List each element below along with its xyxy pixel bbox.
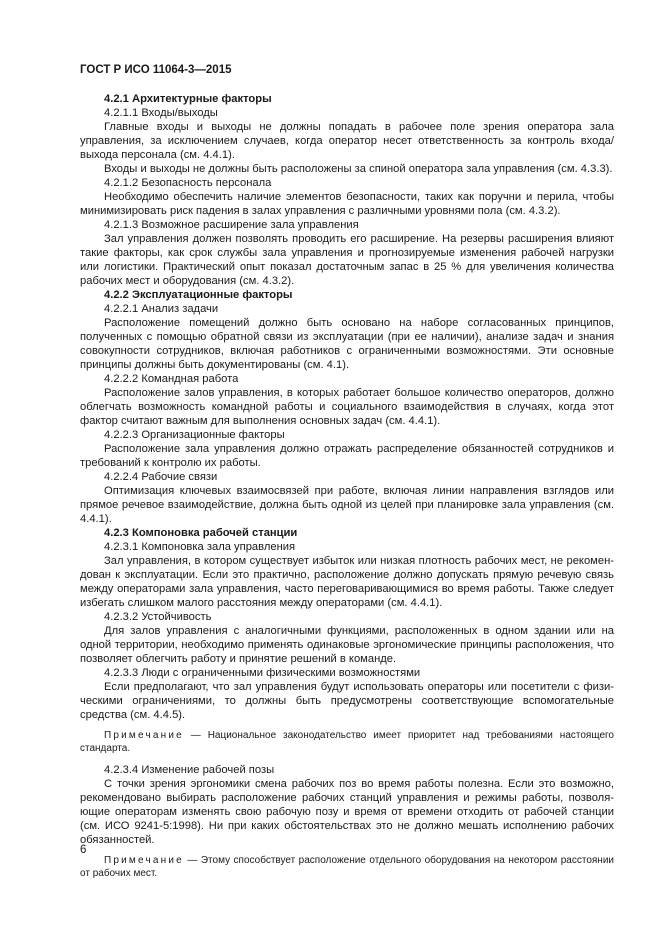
heading-4-2-3: 4.2.3 Компоновка рабочей станции: [104, 527, 298, 539]
note-2: [80, 855, 614, 880]
paragraph: Зал управления должен позволять проводить его расширение. На резервы расширения влияют такие факторы, как срок службы зала управления и прогнозируемые изменения рабочей нагрузки или логистики. Практический опыт показал достаточным запас в 25 % для увеличения количества рабочих мест и оборудования (см. 4.3.2).: [80, 233, 614, 287]
paragraph: Расположение помещений должно быть основано на наборе согласованных принципов, полученных с помощью обратной связи из эксплуатации (при ее наличии), анализе задач и знания совокупности сотрудников, включая работников с ограниченными возможностями. Эти основные принципы должны быть документированы (см. 4.1).: [80, 317, 614, 371]
spacer: [80, 722, 614, 730]
paragraph: Расположение залов управления, в которых работает большое количество операторов, должно облегчать возможность командной работы и социального взаимодействия в случаях, когда этот фактор считают важным для выполнения основных задач (см. 4.4.1).: [80, 387, 614, 427]
paragraph: С точки зрения эргономики смена рабочих поз во время работы полезна. Если это возможно, рекомендовано выбирать расположение рабочих станций управления и режимы работы, позволяющие операторам изменять свою рабочую позу и время от времени отходить от рабочей станции (см. ИСО 9241-5:1998). Ни при каких обстоятельствах это не должно мешать исполнению рабочих обязанностей.: [80, 778, 614, 846]
heading-4-2-1-2: 4.2.1.2 Безопасность персонала: [104, 177, 272, 189]
spacer: [80, 755, 614, 763]
spacer: [80, 847, 614, 855]
heading-4-2-2-4: 4.2.2.4 Рабочие связи: [104, 471, 218, 483]
heading-4-2-2-2: 4.2.2.2 Командная работа: [104, 373, 239, 385]
paragraph: Оптимизация ключевых взаимосвязей при работе, включая линии направления взглядов или прямое речевое взаимодействие, должна быть одной из целей при планировке зала управления (см. 4.4.1).: [80, 485, 614, 525]
heading-4-2-2: 4.2.2 Эксплуатационные факторы: [104, 289, 293, 301]
heading-4-2-1: 4.2.1 Архитектурные факторы: [104, 93, 272, 105]
heading-4-2-1-1: 4.2.1.1 Входы/выходы: [104, 107, 218, 119]
heading-4-2-3-4: 4.2.3.4 Изменение рабочей позы: [104, 764, 275, 776]
heading-4-2-2-1: 4.2.2.1 Анализ задачи: [104, 303, 219, 315]
heading-4-2-1-3: 4.2.1.3 Возможное расширение зала управления: [104, 219, 359, 231]
paragraph: Необходимо обеспечить наличие элементов безопасности, таких как поручни и перила, чтобы минимизировать риск падения в залах управления с различными уровнями пола (см. 4.3.2).: [80, 191, 614, 217]
heading-4-2-3-1: 4.2.3.1 Компоновка зала управления: [104, 541, 296, 553]
note-text: — Этому способствует расположение отдельного оборудования на некотором расстоянии от рабочих мест.: [80, 855, 614, 879]
paragraph: Главные входы и выходы не должны попадать в рабочее поле зрения оператора зала управления, за исключением случаев, когда оператор несет ответственность за контроль входа/выхода персонала (см. 4.4.1).: [80, 121, 614, 161]
page-number: 6: [80, 844, 87, 856]
paragraph: Для залов управления с аналогичными функциями, расположенных в одном здании или на одной территории, необходимо применять одинаковые эргономические принципы расположения, что позволяет облегчить работу и принятие решений в команде.: [80, 625, 614, 665]
paragraph: Если предполагают, что зал управления будут использовать операторы или посетители с физическими ограничениями, то должны быть предусмотрены соответствующие вспомогательные средства (см. 4.4.5).: [80, 681, 614, 721]
heading-4-2-3-2: 4.2.3.2 Устойчивость: [104, 611, 212, 623]
paragraph: Зал управления, в котором существует избыток или низкая плотность рабочих мест, не рекомендован к эксплуатации. Если это практично, расположение должно допускать прямую речевую связь между операторами зала управления, часто переговаривающимися во время работы. Также следует избегать слишком малого расстояния между операторами (см. 4.4.1).: [80, 555, 614, 609]
heading-4-2-3-3: 4.2.3.3 Люди с ограниченными физическими возможностями: [104, 667, 421, 679]
standard-header: ГОСТ Р ИСО 11064-3—2015: [80, 64, 232, 76]
note-1: [80, 730, 614, 755]
heading-4-2-2-3: 4.2.2.3 Организационные факторы: [104, 429, 285, 441]
paragraph: Входы и выходы не должны быть расположены за спиной оператора зала управления (см. 4.3.3).: [104, 163, 613, 175]
document-body: [80, 92, 614, 880]
note-label: Примечание: [104, 730, 184, 741]
note-label: Примечание: [104, 855, 184, 866]
note-text: — Национальное законодательство имеет приоритет над требованиями настоящего стандарта.: [80, 730, 614, 754]
paragraph: Расположение зала управления должно отражать распределение обязанностей сотрудников и требований к контролю их работы.: [80, 443, 614, 469]
